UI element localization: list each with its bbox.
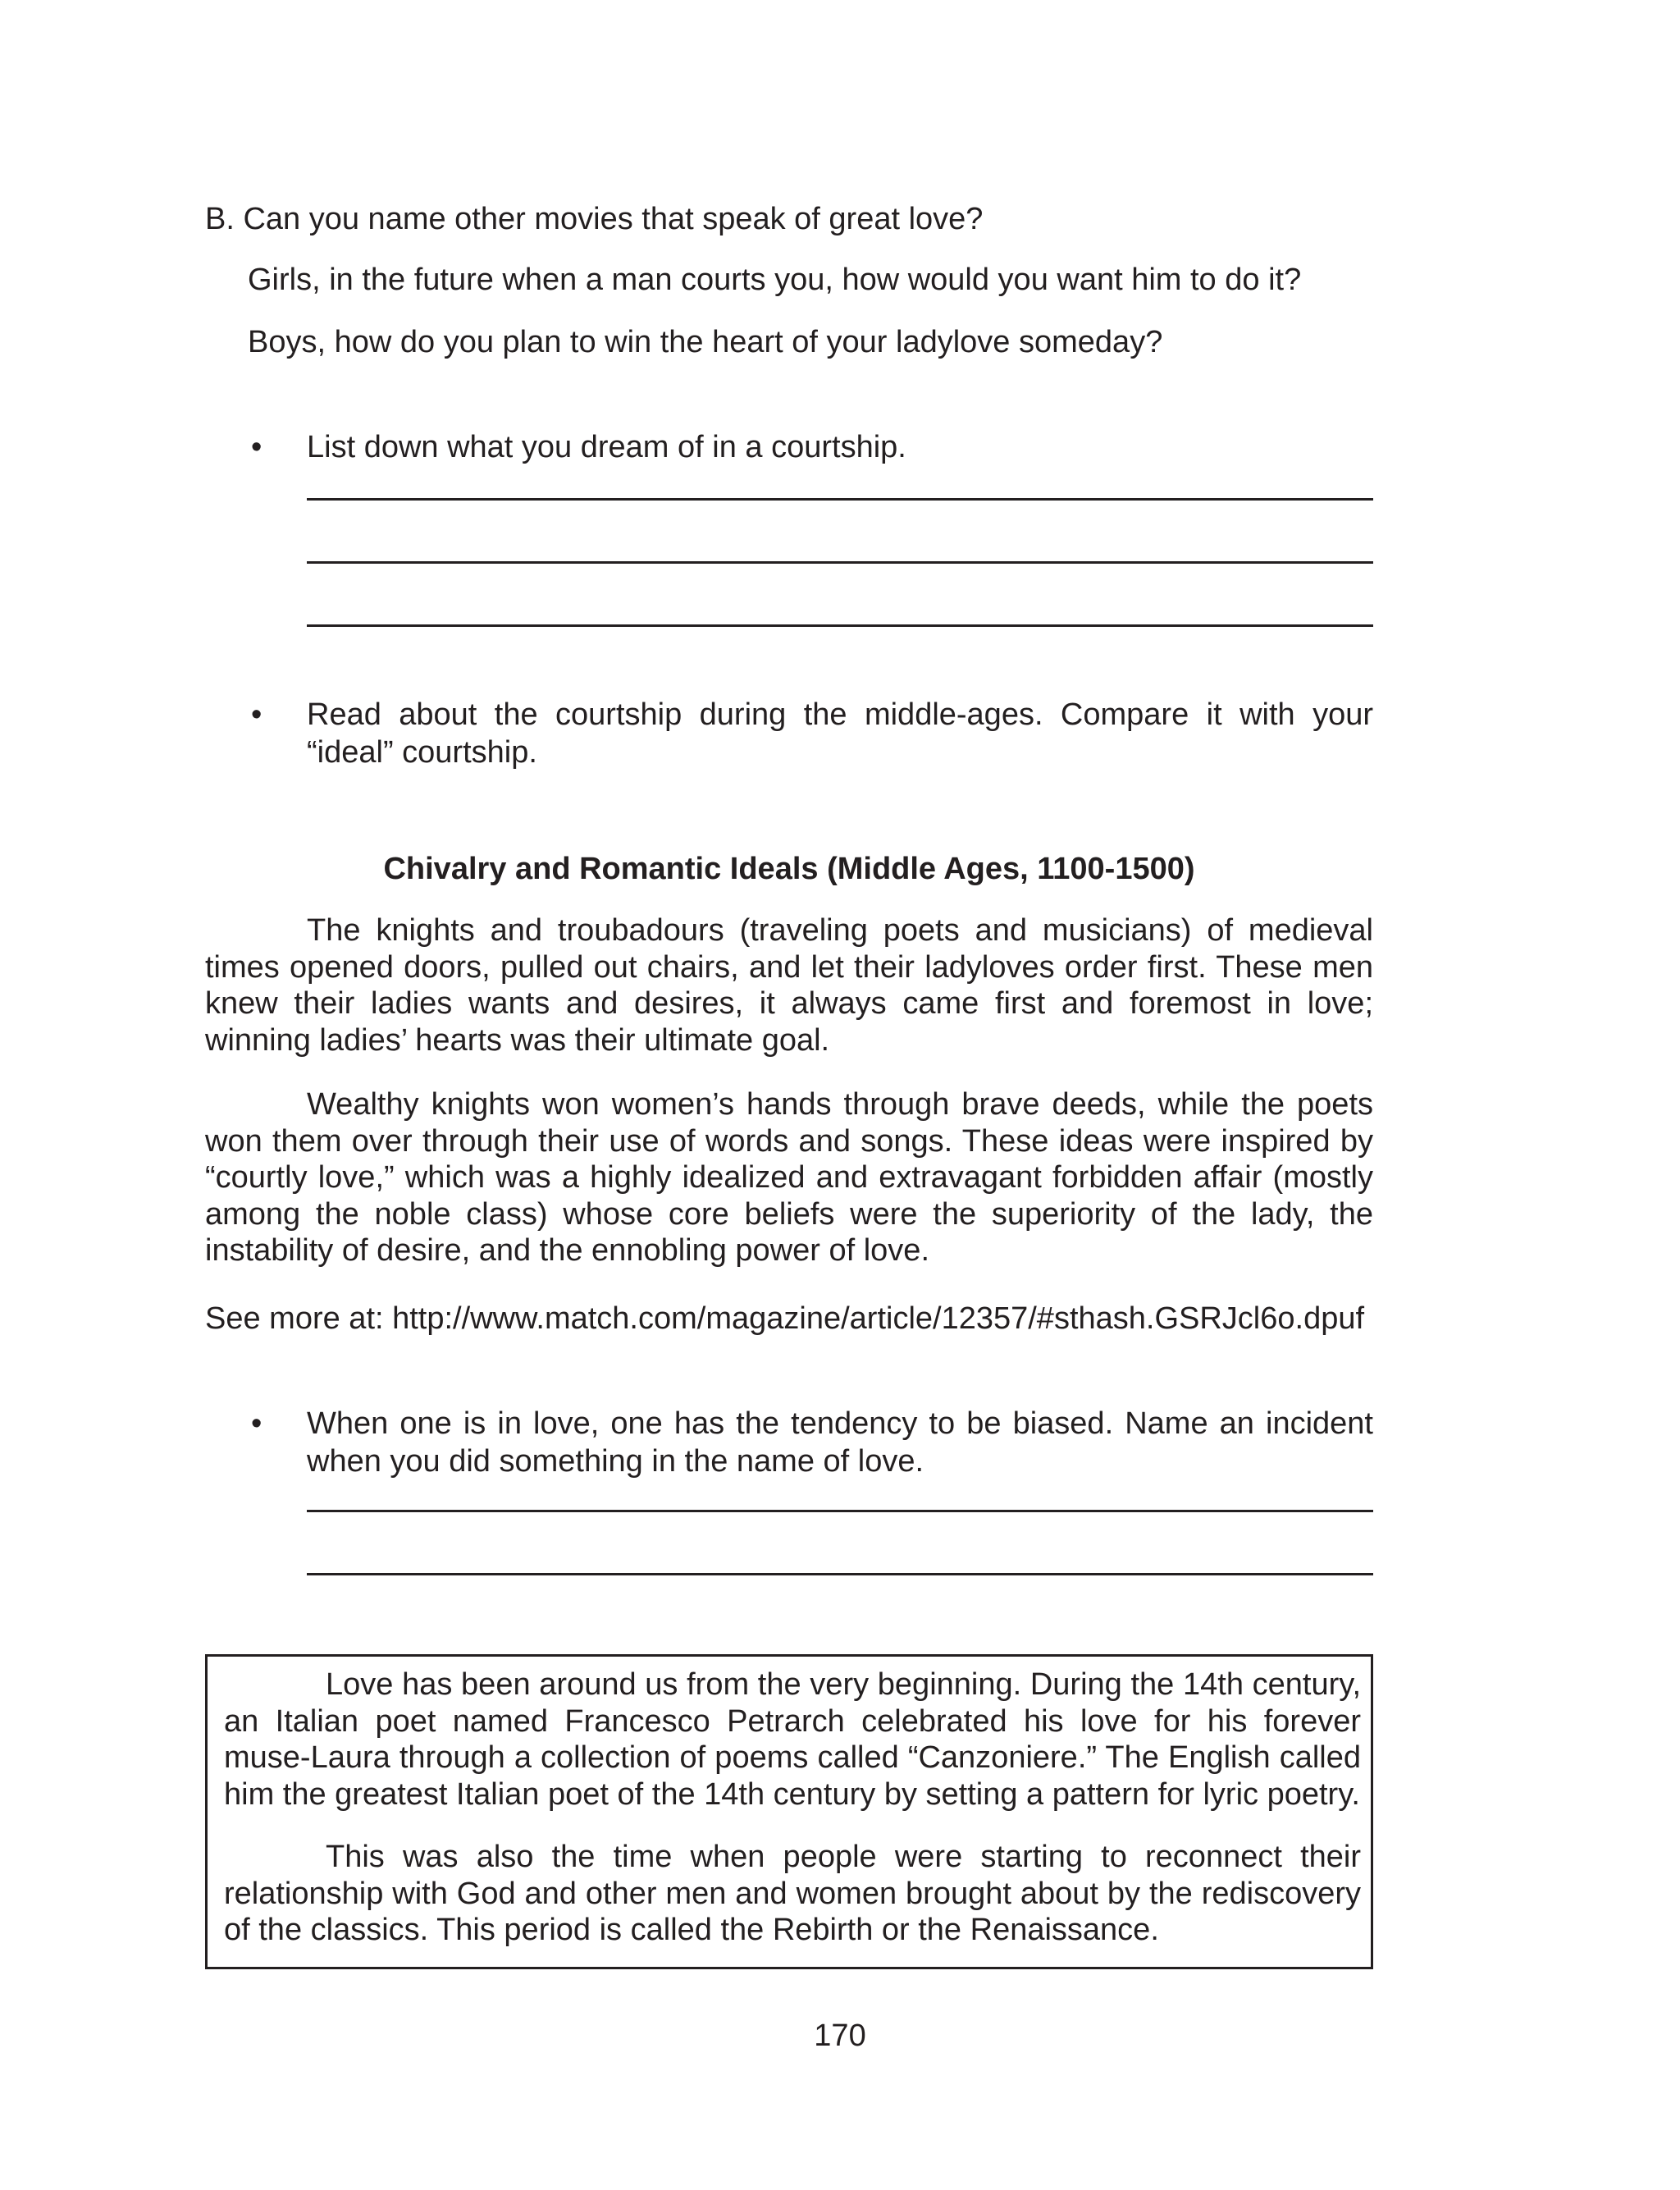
answer-line[interactable] — [307, 1573, 1373, 1575]
note-paragraph-2: This was also the time when people were starting to reconnect their relationship with God and other men and women brought about by the rediscovery of the classics. This period is called the Rebirth or the Renaissance. — [224, 1840, 1361, 1947]
answer-line[interactable] — [307, 561, 1373, 564]
answer-line[interactable] — [307, 1510, 1373, 1512]
article-source-link: See more at: http://www.match.com/magazine/article/12357/#sthash.GSRJcl6o.dpuf — [205, 1301, 1365, 1336]
answer-line[interactable] — [307, 498, 1373, 501]
section-b-question: B. Can you name other movies that speak of great love? — [205, 202, 984, 236]
task-dream-courtship: List down what you dream of in a courtship. — [307, 430, 906, 464]
article-paragraph-2: Wealthy knights won women’s hands through brave deeds, while the poets won them over through their use of words and songs. These ideas were inspired by “courtly love,” which was a highly idealized and extravagant forbidden affair (mostly among the noble class) whose core beliefs were the superiority of the lady, the instability of desire, and the ennobling power of love. — [205, 1087, 1373, 1268]
task-biased-incident: When one is in love, one has the tendency to be biased. Name an incident when you did something in the name of love. — [307, 1406, 1373, 1479]
bullet-marker: • — [251, 430, 262, 464]
bullet-marker: • — [251, 1406, 262, 1441]
bullet-marker: • — [251, 697, 262, 732]
article-title: Chivalry and Romantic Ideals (Middle Ages, 1100-1500) — [383, 852, 1195, 886]
renaissance-note-box — [205, 1654, 1373, 1969]
boys-prompt: Boys, how do you plan to win the heart of your ladylove someday? — [248, 325, 1163, 359]
article-paragraph-1: The knights and troubadours (traveling poets and musicians) of medieval times opened doors, pulled out chairs, and let their ladyloves order first. These men knew their ladies wants and desires, it always came first and foremost in love; winning ladies’ hearts was their ultimate goal. — [205, 913, 1373, 1058]
girls-prompt: Girls, in the future when a man courts you, how would you want him to do it? — [248, 263, 1302, 297]
task-compare-courtship: Read about the courtship during the middle-ages. Compare it with your “ideal” courtship. — [307, 697, 1373, 770]
answer-line[interactable] — [307, 624, 1373, 627]
note-paragraph-1: Love has been around us from the very beginning. During the 14th century, an Italian poet named Francesco Petrarch celebrated his love for his forever muse-Laura through a collection of poems called “Canzoniere.” The English called him the greatest Italian poet of the 14th century by setting a pattern for lyric poetry. — [224, 1667, 1361, 1812]
page-number: 170 — [814, 2019, 866, 2053]
